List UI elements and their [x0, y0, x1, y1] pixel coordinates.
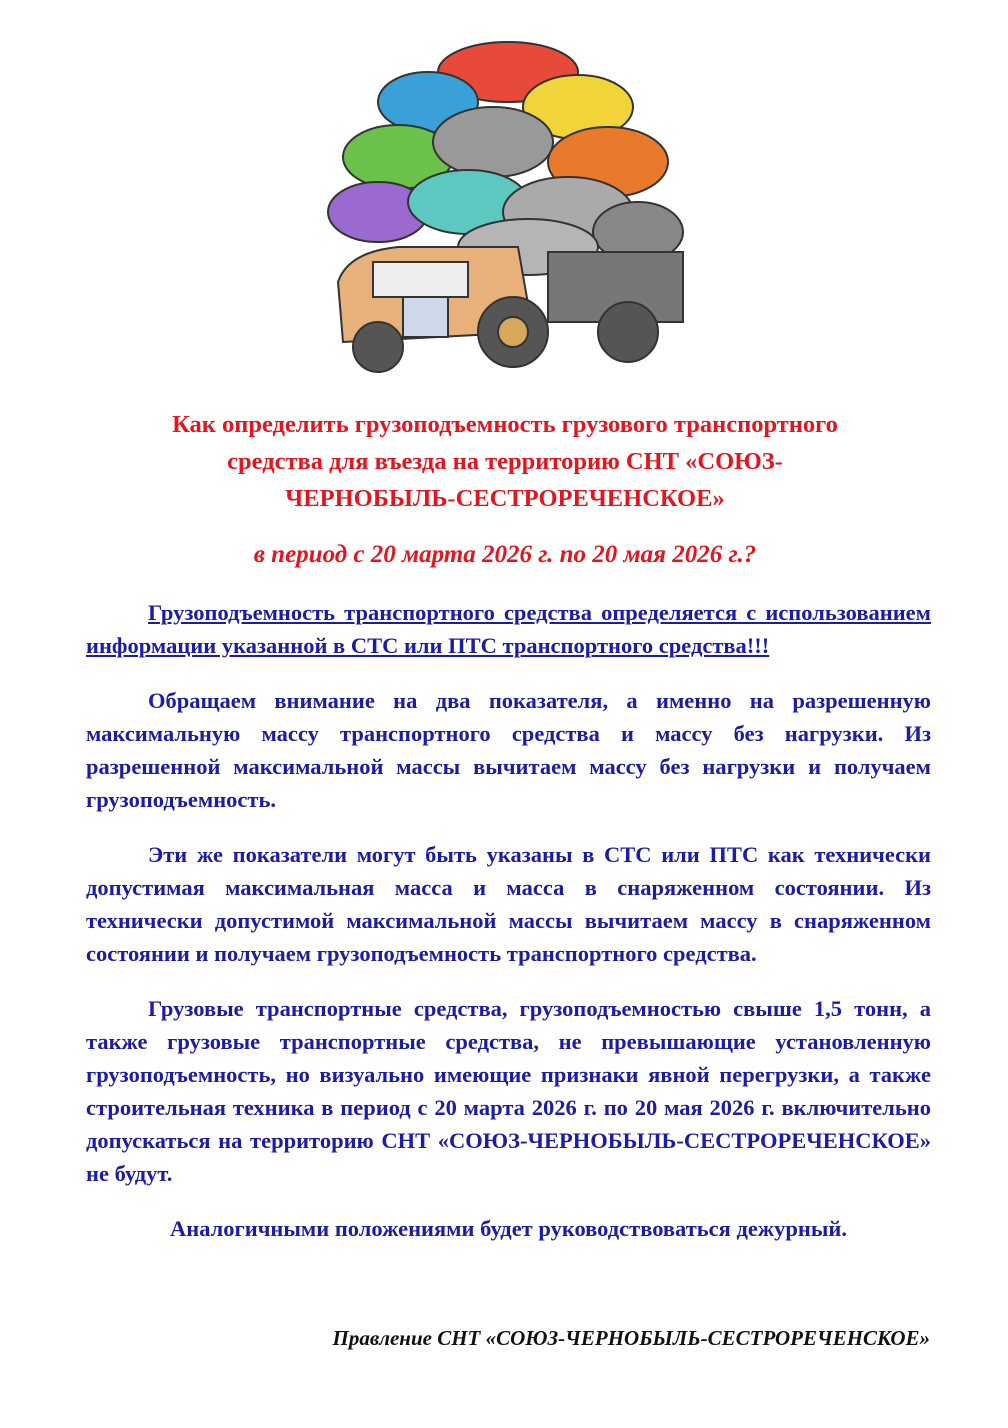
paragraph-closing: Аналогичными положениями будет руководствоваться дежурный. — [169, 1216, 848, 1241]
paragraph: Эти же показатели могут быть указаны в СТС или ПТС как технически допустимая максимальная масса и масса в снаряженном состоянии. Из технически допустимой максимальной массы вычитаем массу в снаряженном состоянии и получаем грузоподъемность транспортного средства. — [86, 842, 931, 966]
paragraph: Обращаем внимание на два показателя, а именно на разрешенную максимальную массу транспортного средства и массу без нагрузки. Из разрешенной максимальной массы вычитаем массу без нагрузки и получаем грузоподъемность. — [86, 688, 931, 812]
title-line: ЧЕРНОБЫЛЬ-СЕСТРОРЕЧЕНСКОЕ» — [285, 485, 725, 512]
title-line: средства для въезда на территорию СНТ «СОЮЗ- — [227, 448, 783, 475]
paragraph-underlined: Грузоподъемность транспортного средства определяется с использованием информации указанной в СТС или ПТС транспортного средства!!! — [86, 600, 931, 658]
document-body — [86, 596, 931, 1267]
title-line: Как определить грузоподъемность грузового транспортного — [172, 411, 838, 438]
period-subtitle: в период с 20 марта 2026 г. по 20 мая 2026 г.? — [253, 541, 757, 568]
overloaded-truck-illustration-icon — [318, 32, 693, 377]
signature: Правление СНТ «СОЮЗ-ЧЕРНОБЫЛЬ-СЕСТРОРЕЧЕНСКОЕ» — [332, 1326, 930, 1350]
page-title — [90, 406, 920, 517]
paragraph: Грузовые транспортные средства, грузоподъемностью свыше 1,5 тонн, а также грузовые транспортные средства, не превышающие установленную грузоподъемность, но визуально имеющие признаки явной перегрузки, а также строительная техника в период с 20 марта 2026 г. по 20 мая 2026 г. включительно допускаться на территорию СНТ «СОЮЗ-ЧЕРНОБЫЛЬ-СЕСТРОРЕЧЕНСКОЕ» не будут. — [86, 996, 931, 1186]
